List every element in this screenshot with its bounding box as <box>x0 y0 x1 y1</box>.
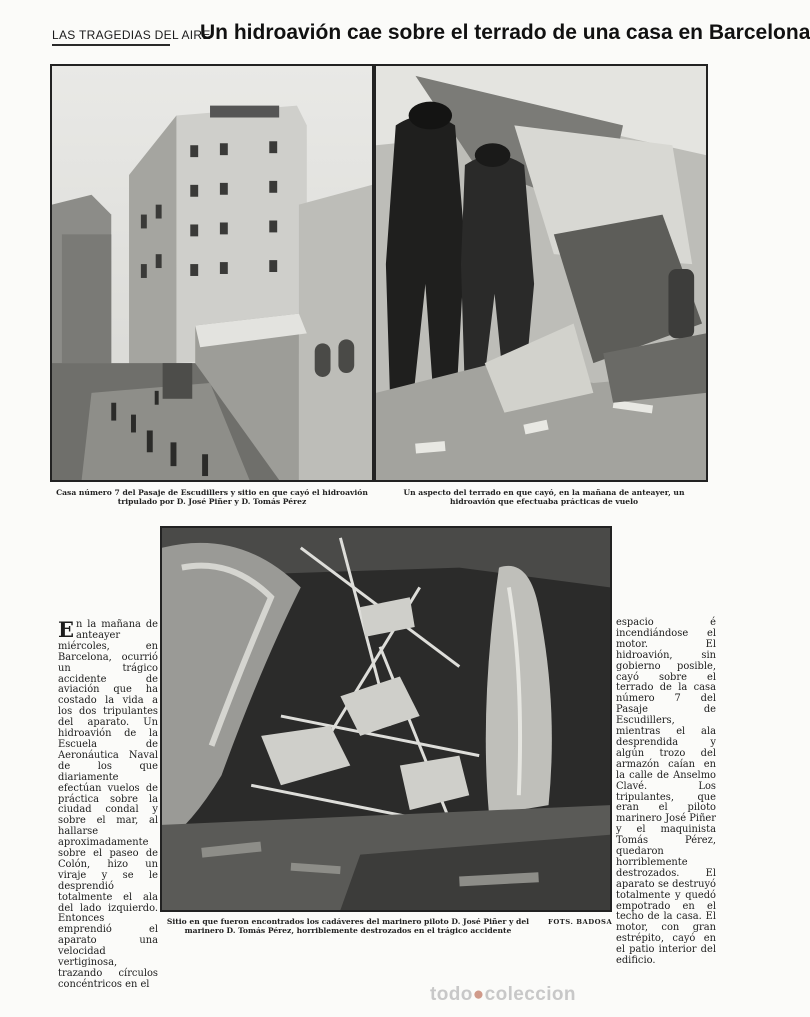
section-label-rule <box>52 44 170 46</box>
caption-wreckage-photo: Sitio en que fueron encontrados los cadáveres del marinero piloto D. José Piñer y del marinero D. Tomás Pérez, horriblemente destrozados en el trágico accidente <box>166 917 530 935</box>
watermark <box>430 984 576 1006</box>
article-right-text: espacio é incendiándose el motor. El hidroavión, sin gobierno posible, cayó sobre el terrado de la casa número 7 del Pasaje de Escudillers, mientras el ala desprendida y algún trozo del armazón caían en la calle de Anselmo Clavé. Los tripulantes, que eran el piloto marinero José Piñer y el maquinista Tomás Pérez, quedaron horriblemente destrozados. El aparato se destruyó totalmente y quedó empotrado en el techo de la casa. El motor, con gran estrépito, cayó en el patio interior del edificio. <box>616 617 716 967</box>
caption-house-photo: Casa número 7 del Pasaje de Escudillers y sitio en que cayó el hidroavión tripulado por D. José Piñer y D. Tomás Pérez <box>56 488 368 506</box>
article-left-text: n la mañana de anteayer miércoles, en Barcelona, ocurrió un trágico accidente de aviación que ha costado la vida a los dos tripulantes del aparato. Un hidroavión de la Escuela de Aeronáutica Naval de los que diariamente efectúan vuelos de práctica sobre la ciudad condal y sobre el mar, al hallarse aproximadamente sobre el paseo de Colón, hizo un viraje y se le desprendió totalmente el ala del lado izquierdo. Entonces emprendió el aparato una velocidad vertiginosa, trazando círculos concéntricos en el <box>58 619 158 990</box>
photo-house-street-image <box>52 66 372 480</box>
headline: Un hidroavión cae sobre el terrado de una casa en Barcelona <box>200 21 810 44</box>
article-dropcap: E <box>58 617 75 642</box>
photo-wreckage <box>160 526 612 912</box>
photo-house-street <box>50 64 374 482</box>
page-header <box>52 20 810 48</box>
photo-terrace-debris-image <box>376 66 706 480</box>
watermark-suffix: coleccion <box>484 984 576 1005</box>
caption-terrace-photo: Un aspecto del terrado en que cayó, en la mañana de anteayer, un hidroavión que efectuaba prácticas de vuelo <box>403 488 685 506</box>
photo-credit: FOTS. BADOSA <box>548 918 613 926</box>
section-label: LAS TRAGEDIAS DEL AIRE <box>52 28 211 42</box>
photo-terrace-debris <box>374 64 708 482</box>
article-column-left <box>58 617 158 991</box>
watermark-prefix: todo <box>430 984 473 1005</box>
article-column-right <box>616 618 716 967</box>
watermark-dot-icon: ● <box>472 984 485 1005</box>
photo-wreckage-image <box>162 528 610 910</box>
